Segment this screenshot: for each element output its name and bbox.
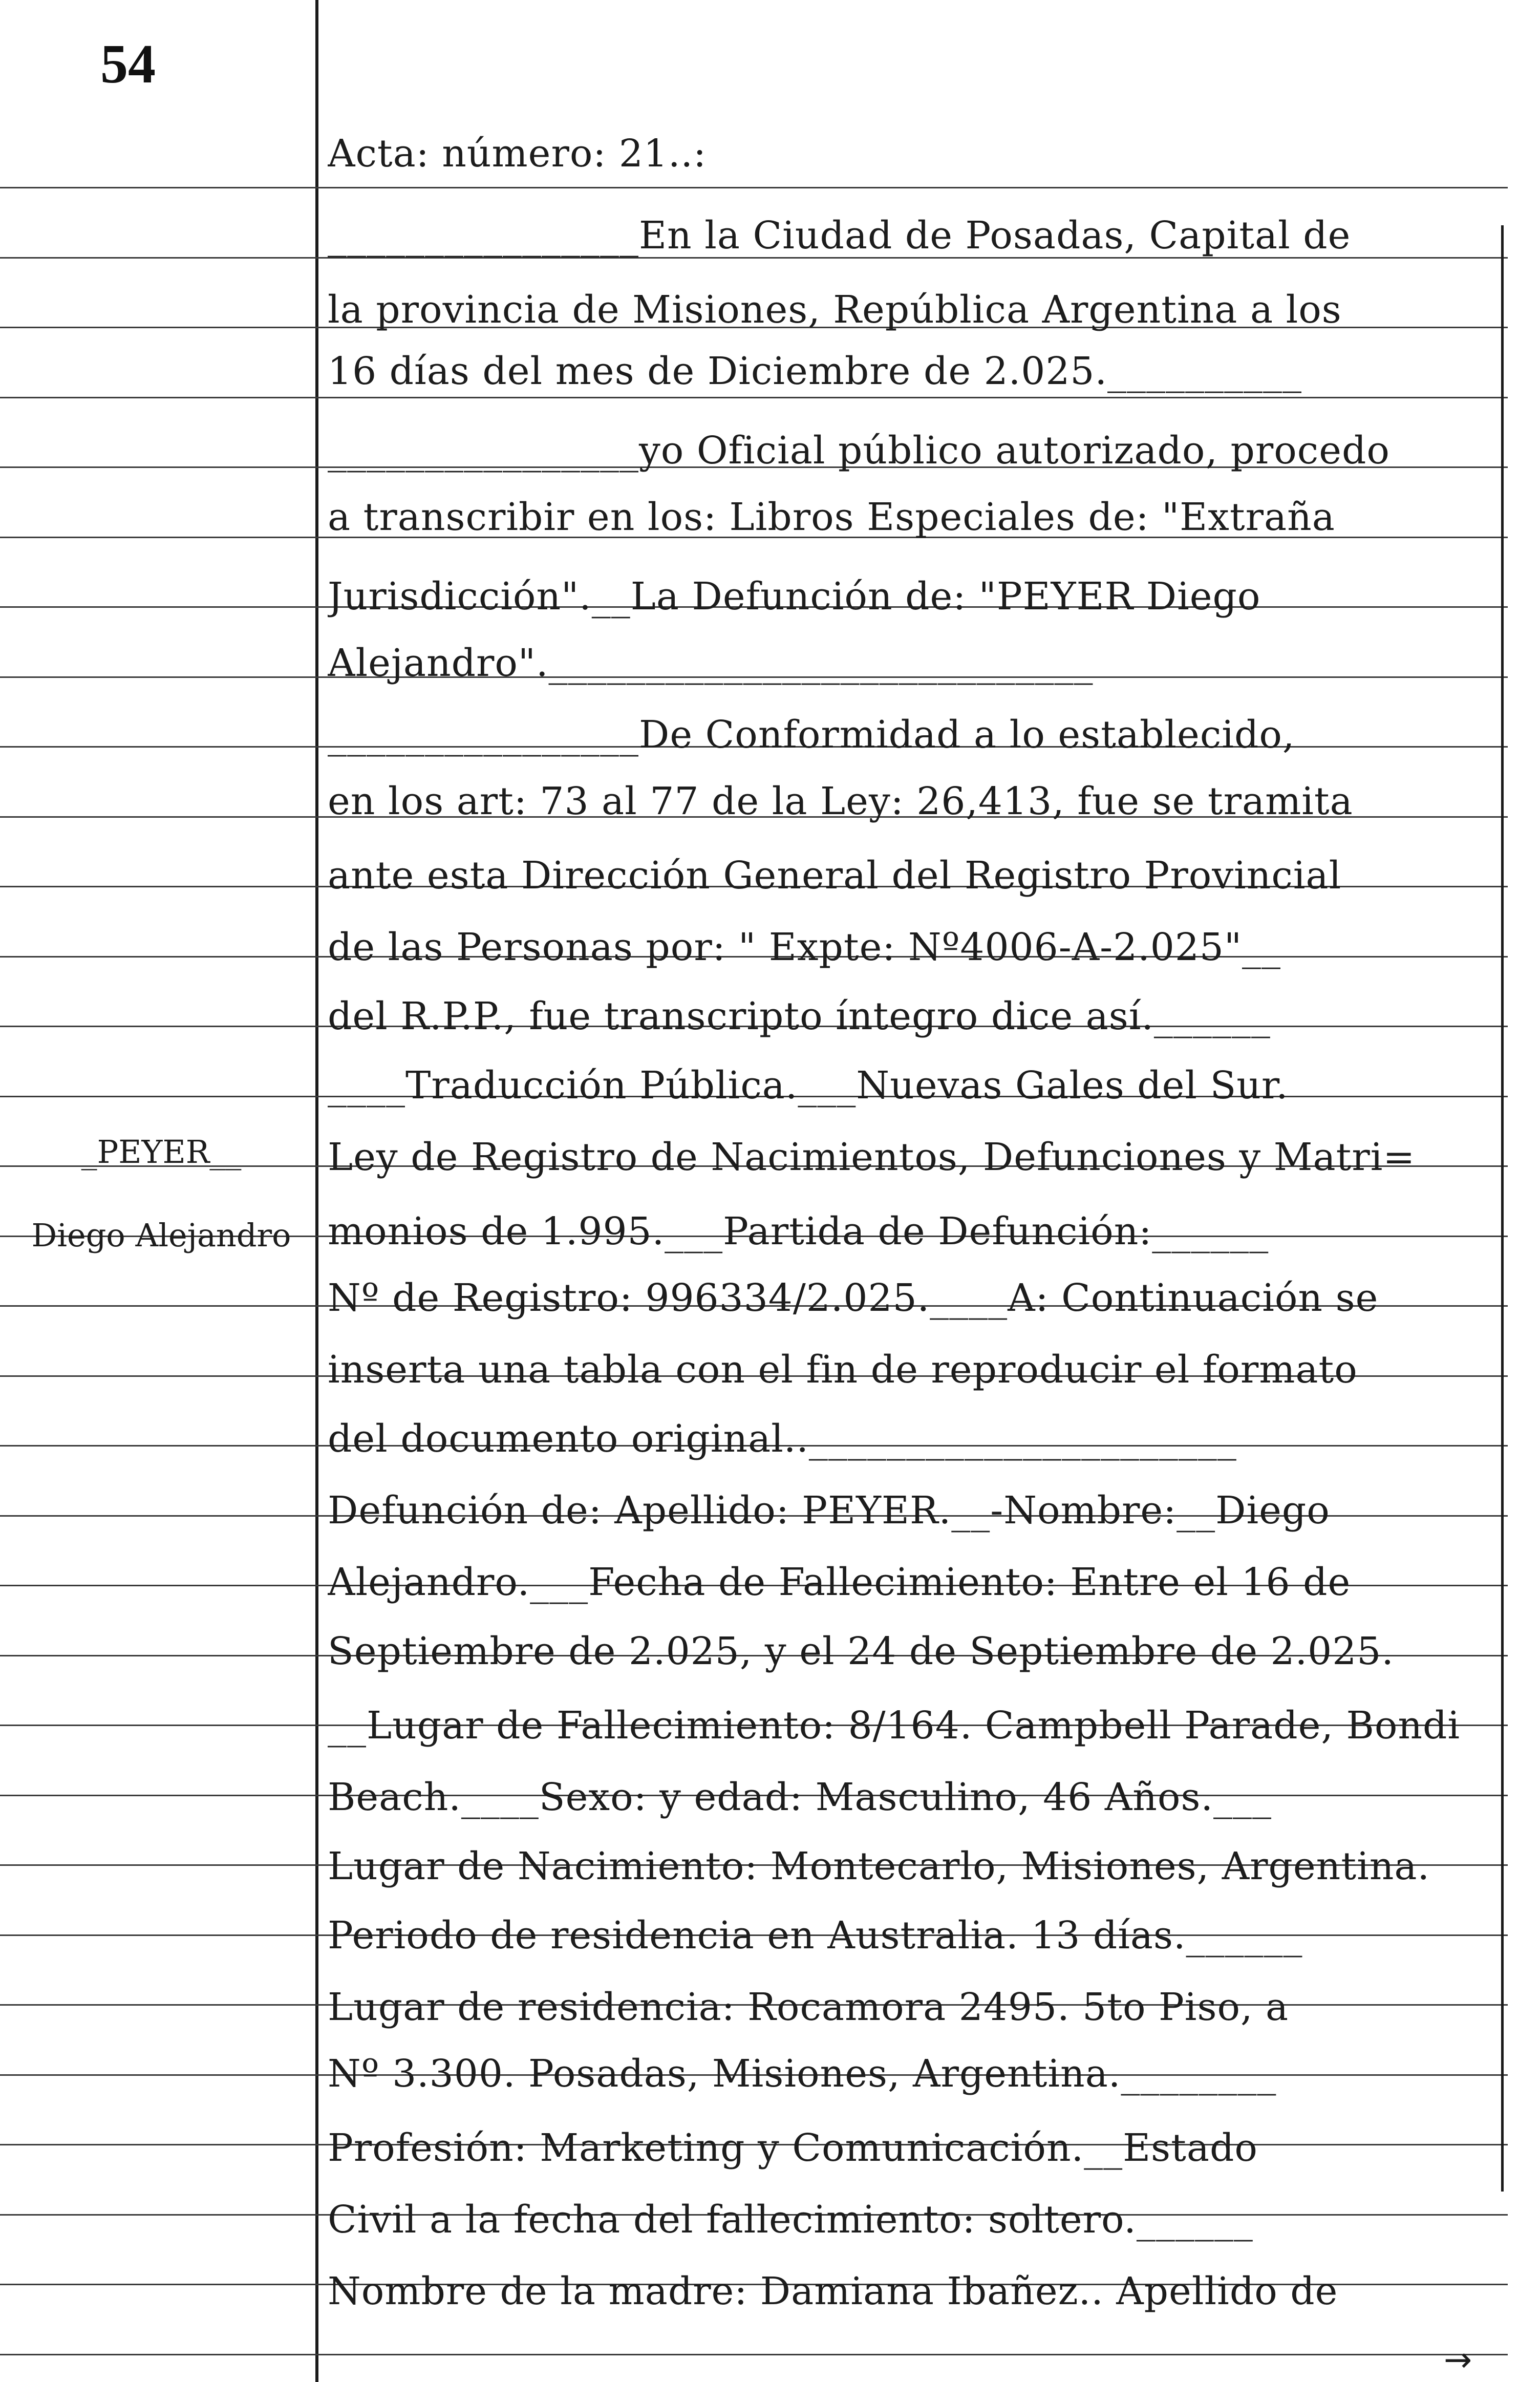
text-line: del R.P.P., fue transcripto íntegro dice así.______ — [328, 994, 1271, 1038]
text-line: Lugar de residencia: Rocamora 2495. 5to Piso, a — [328, 1985, 1289, 2029]
text-line: ante esta Dirección General del Registro Provincial — [328, 854, 1342, 898]
text-line: Septiembre de 2.025, y el 24 de Septiembre de 2.025. — [328, 1629, 1394, 1673]
ruled-line — [0, 2354, 1508, 2355]
text-line: ________________En la Ciudad de Posadas, Capital de — [328, 214, 1351, 258]
margin-note-given-names: Diego Alejandro — [31, 1217, 291, 1254]
text-line: Lugar de Nacimiento: Montecarlo, Misiones, Argentina. — [328, 1844, 1430, 1888]
text-line: en los art: 73 al 77 de la Ley: 26,413, fue se tramita — [328, 779, 1353, 823]
text-line: Civil a la fecha del fallecimiento: soltero.______ — [328, 2198, 1253, 2242]
ruled-line — [0, 187, 1508, 188]
text-line: Ley de Registro de Nacimientos, Defunciones y Matri= — [328, 1135, 1416, 1179]
text-line: a transcribir en los: Libros Especiales de: "Extraña — [328, 495, 1335, 539]
margin-note-surname: _PEYER__ — [81, 1133, 242, 1171]
text-line: ________________De Conformidad a lo establecido, — [328, 713, 1295, 757]
right-margin-mark — [1501, 225, 1504, 2192]
text-line: Periodo de residencia en Australia. 13 días.______ — [328, 1913, 1303, 1958]
text-line: la provincia de Misiones, República Argentina a los — [328, 288, 1342, 332]
margin-line — [315, 0, 318, 2382]
text-line: Nº de Registro: 996334/2.025.____A: Continuación se — [328, 1276, 1379, 1320]
text-line: Profesión: Marketing y Comunicación.__Estado — [328, 2126, 1258, 2170]
text-line: Alejandro".____________________________ — [328, 641, 1094, 685]
text-line: 16 días del mes de Diciembre de 2.025.__________ — [328, 349, 1302, 393]
text-line: Beach.____Sexo: y edad: Masculino, 46 Años.___ — [328, 1775, 1272, 1819]
ruled-line — [0, 397, 1508, 398]
text-line: __Lugar de Fallecimiento: 8/164. Campbell Parade, Bondi — [328, 1704, 1461, 1748]
text-line: Defunción de: Apellido: PEYER.__-Nombre:__Diego — [328, 1488, 1330, 1533]
continuation-arrow-icon: → — [1444, 2340, 1472, 2379]
text-line: Nº 3.300. Posadas, Misiones, Argentina.________ — [328, 2052, 1277, 2096]
text-line: Acta: número: 21..: — [328, 132, 707, 176]
page-number: 54 — [100, 34, 156, 95]
text-line: Alejandro.___Fecha de Fallecimiento: Entre el 16 de — [328, 1560, 1351, 1604]
text-line: de las Personas por: " Expte: Nº4006-A-2.025"__ — [328, 925, 1281, 969]
text-line: del documento original..______________________ — [328, 1417, 1237, 1461]
text-line: ____Traducción Pública.___Nuevas Gales del Sur. — [328, 1064, 1289, 1108]
text-line: monios de 1.995.___Partida de Defunción:______ — [328, 1209, 1269, 1253]
text-line: Jurisdicción".__La Defunción de: "PEYER Diego — [328, 575, 1261, 619]
text-line: ________________yo Oficial público autorizado, procedo — [328, 429, 1390, 473]
text-line: Nombre de la madre: Damiana Ibañez.. Apellido de — [328, 2269, 1338, 2313]
text-line: inserta una tabla con el fin de reproducir el formato — [328, 1348, 1358, 1392]
